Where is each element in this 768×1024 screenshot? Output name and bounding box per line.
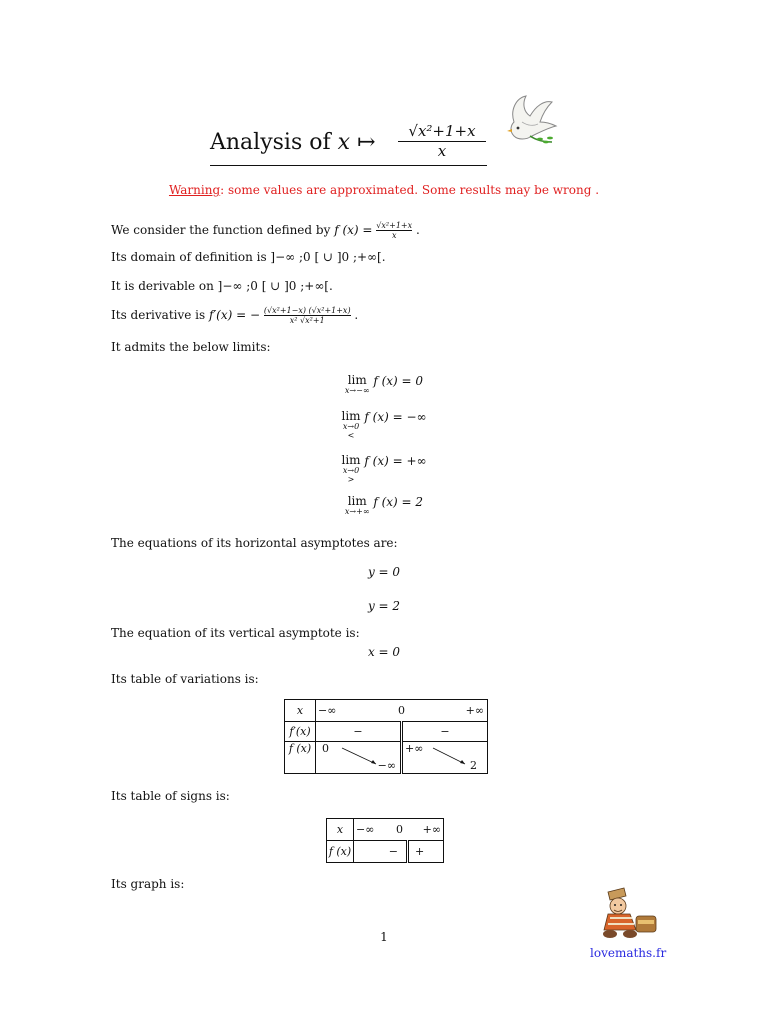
intro-fraction: [376, 221, 412, 240]
derivative-fpx: f′(x) = −: [209, 308, 261, 322]
limit-operator: lim x→0 <: [341, 409, 361, 440]
signs-table: [326, 818, 444, 863]
vertical-intro: The equation of its vertical asymptote is:: [111, 626, 360, 640]
variations-x-values: [316, 700, 488, 722]
variations-f-label: f (x): [285, 742, 316, 774]
title-denominator: x: [437, 142, 447, 160]
variations-f-value: +∞: [405, 742, 424, 755]
derivative-line: [111, 306, 358, 325]
variations-fp-sign: −: [316, 722, 402, 742]
title-var: x: [337, 130, 351, 155]
limit-subscript: x→0: [342, 422, 360, 431]
variations-intro: Its table of variations is:: [111, 672, 259, 686]
vertical-asymptote: x = 0: [367, 645, 401, 659]
decreasing-arrow-icon: [431, 746, 471, 768]
derivative-numerator: (√x²+1−x) (√x²+1+x): [263, 306, 351, 315]
intro-denominator: x: [391, 231, 397, 240]
limit-subscript: x→+∞: [344, 507, 370, 516]
signs-x-values: [354, 819, 444, 841]
title-arrow: ↦: [357, 130, 376, 155]
title-numerator: √x²+1+x: [398, 122, 486, 142]
page-number: 1: [380, 930, 388, 944]
intro-text: We consider the function defined by: [111, 223, 331, 237]
limit-expression: f (x) = −∞: [364, 410, 427, 424]
warning-text: : some values are approximated. Some results may be wrong .: [220, 183, 600, 197]
limit-expression: f (x) = 2: [373, 495, 424, 509]
intro-end: .: [415, 223, 420, 237]
limit-operator: lim x→−∞: [344, 373, 370, 395]
limit-subscript: x→0: [342, 466, 360, 475]
domain-line: Its domain of definition is ]−∞ ;0 [ ∪ ]0 ;+∞[.: [111, 250, 386, 264]
derivable-line: It is derivable on ]−∞ ;0 [ ∪ ]0 ;+∞[.: [111, 279, 333, 293]
derivative-text: Its derivative is: [111, 308, 206, 322]
intro-line: [111, 221, 420, 240]
variations-f-value: −∞: [377, 759, 396, 772]
limit-row: [0, 410, 768, 440]
horizontal-asymptote: y = 2: [367, 599, 401, 613]
derivative-end: .: [354, 308, 359, 322]
signs-f-sign: −: [354, 841, 408, 863]
title-prefix: Analysis of: [210, 130, 331, 155]
intro-fx: f (x) =: [334, 223, 373, 237]
variations-x-label: x: [285, 700, 316, 722]
intro-numerator: √x²+1+x: [376, 221, 413, 230]
limit-expression: f (x) = 0: [373, 374, 424, 388]
limit-operator: lim x→+∞: [344, 494, 370, 516]
dove-icon: [500, 92, 562, 154]
signs-x-label: x: [327, 819, 354, 841]
signs-x-value: 0: [396, 823, 403, 836]
derivative-denominator: x² √x²+1: [289, 316, 325, 325]
warning-notice: [0, 183, 768, 197]
horizontal-intro: The equations of its horizontal asymptotes are:: [111, 536, 398, 550]
limit-row: [0, 495, 768, 516]
signs-intro: Its table of signs is:: [111, 789, 230, 803]
limit-side: <: [347, 431, 355, 440]
variations-fp-sign: −: [402, 722, 488, 742]
variations-f-value: 0: [322, 742, 329, 755]
mascot-icon: [594, 886, 664, 941]
horizontal-asymptote: y = 0: [367, 565, 401, 579]
variations-x-value: 0: [398, 704, 405, 717]
variations-f-right: [402, 742, 488, 774]
decreasing-arrow-icon: [340, 746, 380, 768]
limits-intro: It admits the below limits:: [111, 340, 271, 354]
variations-f-value: 2: [470, 759, 477, 772]
signs-f-label: f (x): [327, 841, 354, 863]
limit-operator: lim x→0 >: [341, 453, 361, 484]
derivative-fraction: [264, 306, 351, 325]
limit-row: [0, 454, 768, 484]
limit-expression: f (x) = +∞: [364, 454, 427, 468]
variations-f-left: [316, 742, 402, 774]
warning-label: Warning: [168, 183, 221, 197]
limit-side: >: [347, 475, 355, 484]
variations-fp-label: f′(x): [285, 722, 316, 742]
graph-intro: Its graph is:: [111, 877, 185, 891]
signs-x-value: −∞: [356, 823, 375, 836]
variations-x-value: +∞: [465, 704, 484, 717]
variations-table: [284, 699, 488, 774]
variations-x-value: −∞: [318, 704, 337, 717]
title-rule: [210, 165, 487, 166]
limit-subscript: x→−∞: [344, 386, 370, 395]
title-text: [210, 130, 376, 155]
signs-x-value: +∞: [422, 823, 441, 836]
limit-row: [0, 374, 768, 395]
site-link[interactable]: lovemaths.fr: [590, 946, 667, 960]
title-fraction: [398, 122, 486, 160]
signs-f-sign: +: [408, 841, 444, 863]
